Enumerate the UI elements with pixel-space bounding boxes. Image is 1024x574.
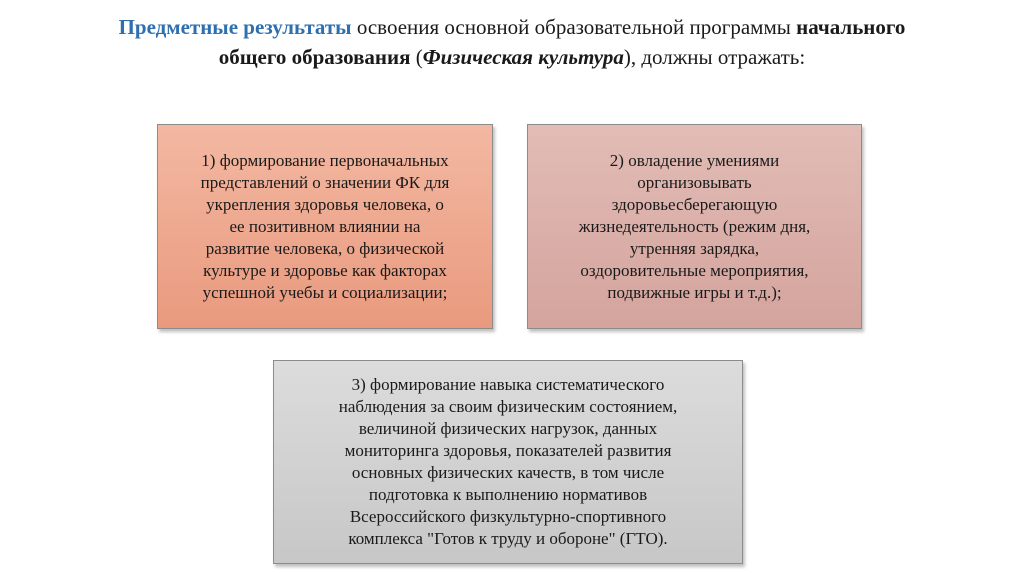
title-end: ), должны отражать: [623,45,806,69]
title-subject: Физическая культура [422,45,624,69]
result-box-3 [273,360,743,564]
result-text-3: 3) формирование навыка систематического наблюдения за своим физическим состоянием, величиной физических нагрузок, данных мониторинга здоровья, показателей развития основных физических качеств, в том числе подготовка к выполнению нормативов Всероссийского физкультурно-спортивного комплекса "Готов к труду и обороне" (ГТО). [338,375,678,548]
slide-title [20,12,1004,72]
title-paren: ( [410,45,423,69]
title-highlight: Предметные результаты [118,15,352,39]
result-box-1 [157,124,493,329]
result-text-1: 1) формирование первоначальных представлений о значении ФК для укрепления здоровья человека, о ее позитивном влиянии на развитие человека, о физической культуре и здоровье как факторах успешной учебы и социализации; [200,150,450,302]
result-text-2: 2) овладение умениями организовывать здоровьесберегающую жизнедеятельность (режим дня, утренняя зарядка, оздоровительные мероприятия, подвижные игры и т.д.); [578,150,811,302]
title-bold-text-2: общего образования [218,45,411,69]
title-text: освоения основной образовательной программы [351,15,797,39]
result-box-2 [527,124,862,329]
title-bold-text: начального [796,15,906,39]
